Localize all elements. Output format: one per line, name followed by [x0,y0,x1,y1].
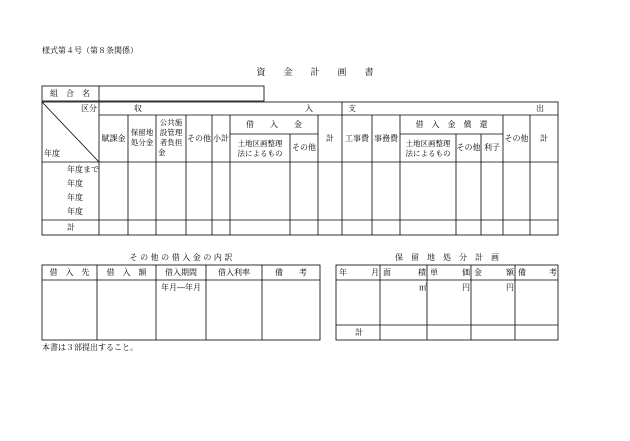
row-label-year-2: 年度 [67,193,83,202]
nendo-label: 年度 [44,149,60,158]
reserve-col-area-2: 積 [418,268,426,277]
union-name-field[interactable] [100,87,263,100]
col-repay-law-2: 法によるもの [405,149,451,158]
col-repay-other: その他 [456,143,481,152]
col-kokyo-3: 者負担 [159,138,183,147]
borrow-section-title: そ の 他 の 借 入 金 の 内 訳 [129,253,233,262]
col-jimu: 事務費 [374,134,398,143]
row-label-year-1: 年度 [67,179,83,188]
kubun-label: 区分 [81,104,97,113]
reserve-col-month: 月 [371,268,379,277]
col-expense-total: 計 [540,134,548,143]
reserve-unit-price: 円 [462,283,470,292]
col-expense-sonota: その他 [504,134,529,143]
col-repay-header: 借 入 金 償 還 [415,120,488,129]
income-header-right: 入 [305,104,313,113]
col-fukakin: 賦課金 [101,134,126,143]
row-label-total: 計 [67,223,75,232]
col-hoki-1: 保留地 [130,128,154,137]
expense-header-left: 支 [348,104,356,113]
reserve-col-amount-2: 額 [506,268,514,277]
reserve-col-note-2: 考 [549,268,557,277]
reserve-col-price-1: 単 [430,268,438,277]
col-borrow-law-1: 土地区画整理 [237,139,283,148]
reserve-col-price-2: 価 [462,268,470,277]
borrow-col-rate: 借入利率 [218,268,250,277]
col-repay-law-1: 土地区画整理 [405,139,451,148]
form-title: 資 金 計 画 書 [256,68,374,78]
borrow-period-value: 年月―年月 [161,283,201,292]
row-label-until: 年度まで [67,165,99,174]
col-shokei: 小計 [213,134,229,143]
col-kokyo-1: 公共施 [159,118,183,127]
col-income-sonota: その他 [187,134,211,143]
reserve-col-amount-1: 金 [474,268,482,277]
footer-note: 本書は３部提出すること。 [42,343,138,352]
col-borrow-other: その他 [292,143,316,152]
expense-header-right: 出 [536,104,544,113]
income-header-left: 収 [134,104,142,113]
col-koji: 工事費 [345,134,369,143]
borrow-col-period: 借入期間 [165,268,197,277]
borrow-col-note: 備 考 [275,268,307,277]
borrow-col-amount: 借 入 額 [106,268,147,277]
col-interest: 利子 [484,143,500,152]
reserve-col-year: 年 [339,268,347,277]
borrow-col-lender: 借 入 先 [49,268,90,277]
reserve-col-area-1: 面 [383,268,391,277]
col-income-total: 計 [326,134,334,143]
col-hoki-2: 処分金 [130,138,154,147]
col-borrow-law-2: 法によるもの [237,149,283,158]
reserve-unit-amount: 円 [506,283,514,292]
reserve-unit-area: ㎡ [419,283,427,292]
col-kokyo-4: 金 [158,148,166,157]
form-number-label: 様式第４号（第８条関係） [42,46,138,55]
col-borrow-header: 借 入 金 [246,120,302,129]
reserve-total-label: 計 [355,328,363,337]
col-kokyo-2: 設管理 [159,128,183,137]
union-name-label: 組 合 名 [50,89,90,98]
reserve-section-title: 保 留 地 処 分 計 画 [395,253,499,262]
reserve-col-note-1: 備 [518,268,526,277]
row-label-year-3: 年度 [67,207,83,216]
